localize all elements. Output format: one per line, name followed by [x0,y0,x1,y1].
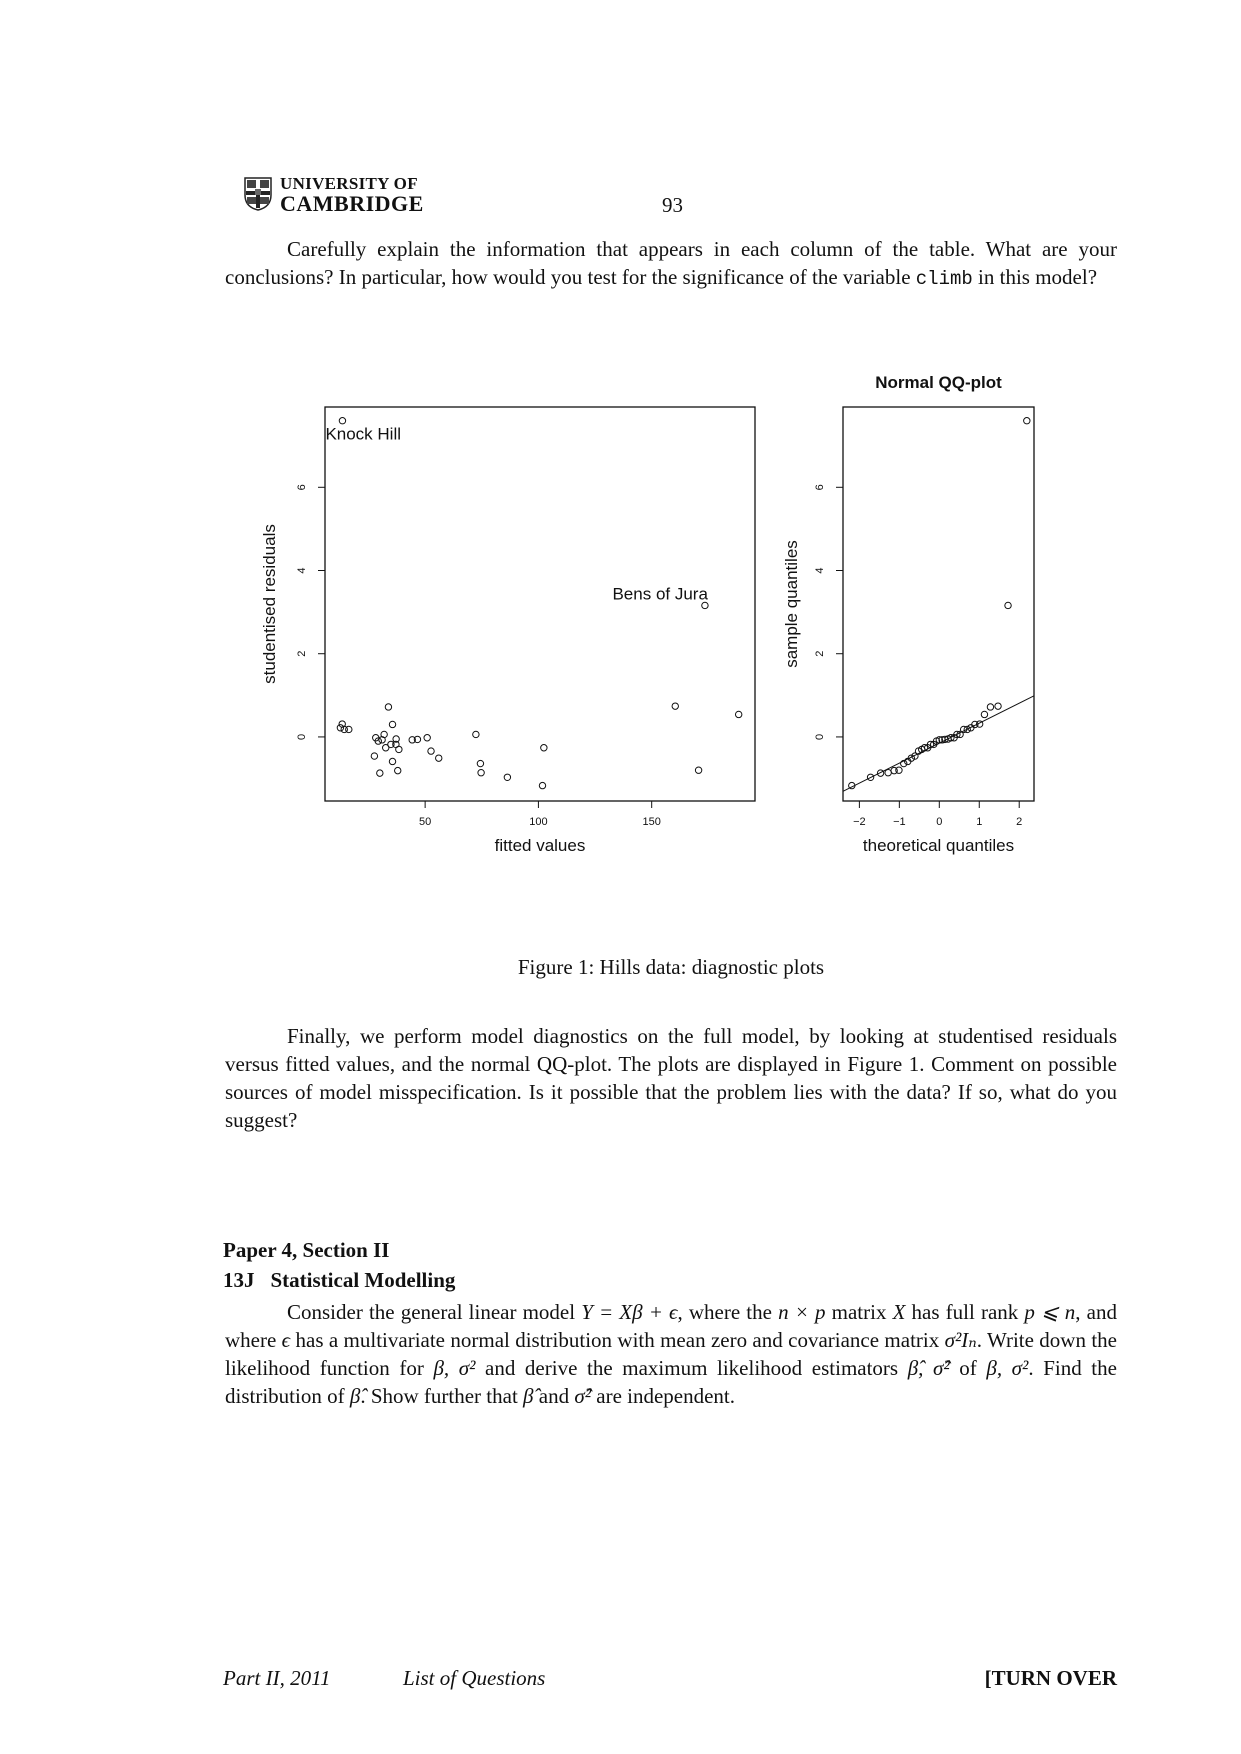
footer-part: Part II, 2011 [223,1666,331,1690]
plot2-data-point [995,703,1001,709]
plot1-data-point [478,770,484,776]
q-math: σ²Iₙ [944,1328,977,1352]
q-math: p ⩽ n [1024,1300,1076,1324]
footer-turn-over: [TURN OVER [984,1666,1117,1690]
q-text: matrix [825,1300,893,1324]
plot1-data-point [436,755,442,761]
plot1-data-point [395,767,401,773]
plot2-x-axis-label: theoretical quantiles [862,836,1015,855]
plot2-x-tick-label: −2 [853,816,866,828]
q-text: of [949,1356,987,1380]
plot1-y-tick-label: 2 [296,650,308,657]
plot1-data-point [504,774,510,780]
plot1-data-point [541,745,547,751]
para1-text-b: in this model? [972,265,1098,289]
plot2-data-point [885,770,891,776]
plot2-y-axis-label: sample quantiles [782,540,801,668]
code-climb: climb [915,268,973,290]
q-text: and derive the maximum likelihood estimators [475,1356,908,1380]
para2-text: Finally, we perform model diagnostics on the full model, by looking at studentised residuals versus fitted values, and the normal QQ-plot. The plots are displayed in Figure 1. Comment on possible sources of model misspecification. Is it possible that the problem lies with the data? If so, what do you suggest? [225,1024,1117,1132]
q-text: , and where [225,1300,1117,1352]
plot1-data-point [371,753,377,759]
plot2-y-tick-label: 2 [814,650,826,657]
page-number: 93 [662,193,683,217]
plot1-data-point [672,703,678,709]
q-math: X [892,1300,906,1324]
q-math: ϵ [281,1328,291,1352]
plot1-data-point [346,726,352,732]
q-text: . Find the distribution of [225,1356,1117,1408]
plot1-point-annotation: Knock Hill [325,424,402,444]
footer-list: List of Questions [403,1666,546,1690]
plot1-data-point [339,418,345,424]
plot1-y-tick-label: 6 [296,484,308,491]
plot2-data-point [1005,602,1011,608]
plot2-x-tick-label: 2 [1016,816,1023,828]
q-math: β, σ² [986,1356,1029,1380]
plot1-data-point [337,725,343,731]
plot1-data-point [377,770,383,776]
logo-line-1: UNIVERSITY OF [280,174,418,193]
question-heading [223,1268,455,1293]
q-math: β̂ [349,1384,361,1408]
q-text: has full rank [905,1300,1025,1324]
plot2-title: Normal QQ-plot [875,373,1002,392]
question-title: Statistical Modelling [270,1268,456,1292]
plot1-data-point [477,760,483,766]
para1-text-a: Carefully explain the information that appears in each column of the table. What are your conclusions? In particular, how would you test for the significance of the variable [225,237,1117,289]
q-math: Y = Xβ + ϵ [581,1300,678,1324]
plot1-data-point [695,767,701,773]
plot1-point-annotation: Bens of Jura [612,584,708,604]
plot2-x-tick-label: 1 [976,816,983,828]
plot1-x-axis-label: fitted values [494,836,586,855]
plot1-data-point [428,748,434,754]
plot2-y-tick-label: 4 [814,567,826,574]
q-math: σ̂² [574,1384,591,1408]
plot1-data-point [473,731,479,737]
paragraph-diagnostics [225,1022,1117,1134]
plot2-data-point [896,767,902,773]
question-number: 13J [223,1268,255,1292]
plot2-y-tick-label: 6 [814,484,826,491]
plot1-data-point [389,758,395,764]
plot1-data-point [396,746,402,752]
logo-line-2: CAMBRIDGE [280,191,424,216]
q-text: and [533,1384,575,1408]
q-math: β̂, σ̂² [907,1356,950,1380]
plot2-data-point [981,711,987,717]
plot1-x-tick-label: 100 [529,816,548,828]
plot1-x-tick-label: 50 [419,816,432,828]
plot2-y-tick-label: 0 [814,733,826,740]
plot2-x-tick-label: −1 [893,816,906,828]
plot1-data-point [389,721,395,727]
plot2-x-tick-label: 0 [936,816,943,828]
q-text: . Write down the likelihood function for [225,1328,1117,1380]
plot1-y-axis-label: studentised residuals [260,524,279,684]
q-math: β̂ [523,1384,534,1408]
section-heading: Paper 4, Section II [223,1238,390,1262]
plot1-data-point [385,704,391,710]
paragraph-linear-model-question [225,1298,1117,1410]
q-text: are independent. [591,1384,736,1408]
q-text: has a multivariate normal distribution with mean zero and covariance matrix [290,1328,945,1352]
plot1-y-tick-label: 0 [296,733,308,740]
plot2-data-point [987,704,993,710]
q-text: Consider the general linear model [287,1300,582,1324]
q-math: β, σ² [433,1356,476,1380]
plot1-data-point [381,731,387,737]
q-text: . Show further that [360,1384,524,1408]
plot1-data-point [735,711,741,717]
plot1-y-tick-label: 4 [296,567,308,574]
figure-caption: Figure 1: Hills data: diagnostic plots [517,955,825,979]
plot1-data-point [539,782,545,788]
plot1-data-point [424,735,430,741]
plot1-x-tick-label: 150 [642,816,661,828]
plot2-data-point [1024,418,1030,424]
q-text: , where the [677,1300,779,1324]
q-math: n × p [778,1300,826,1324]
